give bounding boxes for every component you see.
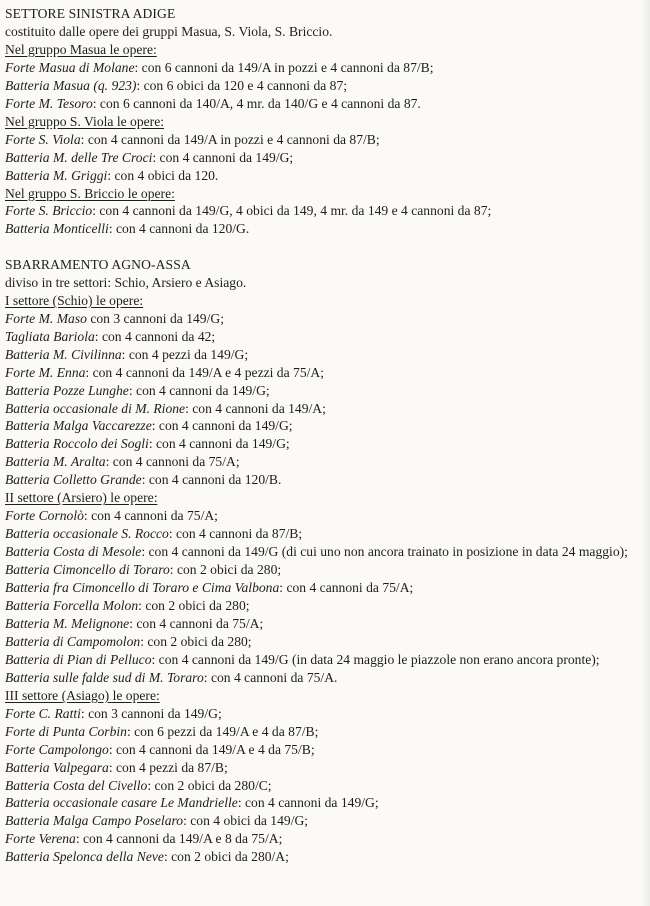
entry-description: : con 6 cannoni da 149/A in pozzi e 4 cannoni da 87/B; [134,59,434,75]
entry-description: : con 6 pezzi da 149/A e 4 da 87/B; [126,723,319,739]
fortification-entry [5,167,643,185]
entry-name: Batteria occasionale casare Le Mandrielle [5,795,238,811]
entry-description: : con 4 cannoni da 75/A. [203,669,338,685]
group-heading: I settore (Schio) le opere: [5,292,144,308]
entry-description: : con 3 cannoni da 149/G; [80,705,222,721]
entry-description: : con 4 cannoni da 42; [94,328,216,344]
entry-name: Batteria Masua (q. 923) [5,77,137,93]
entry-description: : con 2 obici da 280; [169,562,282,578]
entry-name: Batteria Cimoncello di Toraro [5,562,170,578]
entry-name: Forte Verena [5,831,76,847]
group-heading: Nel gruppo S. Briccio le opere: [5,185,175,201]
fortification-entry [5,723,643,741]
entry-description: : con 4 pezzi da 149/G; [121,346,249,362]
group-heading: Nel gruppo S. Viola le opere: [5,113,165,129]
fortification-entry [5,471,643,489]
fortification-entry [5,507,643,525]
entry-name: Batteria Roccolo dei Sogli [5,436,149,452]
entry-name: Batteria M. Griggi [5,167,108,183]
entry-name: Batteria Monticelli [5,221,109,237]
entry-description: : con 2 obici da 280; [138,598,250,613]
fortification-entry [5,848,643,866]
entry-description: : con 4 cannoni da 149/G, 4 obici da 149, 4 mr. da 149 e 4 cannoni da 87; [92,203,492,219]
fortification-entry [5,310,643,328]
entry-name: Batteria occasionale S. Rocco [5,526,169,542]
fortification-entry [5,525,643,543]
fortification-entry [5,830,643,848]
entry-description: : con 2 obici da 280/A; [163,849,289,865]
fortification-entry [5,453,643,471]
entry-name: Forte M. Enna [5,364,86,380]
fortification-entry [5,59,643,77]
entry-description: : con 4 cannoni da 149/A in pozzi e 4 cannoni da 87/B; [80,131,380,147]
entry-description: : con 6 cannoni da 140/A, 4 mr. da 140/G e 4 cannoni da 87. [92,95,421,111]
fortification-entry [5,417,643,435]
entry-name: Tagliata Bariola [5,328,95,344]
entry-name: Forte M. Maso [5,310,87,326]
group-heading: III settore (Asiago) le opere: [5,687,160,703]
fortification-entry [5,651,643,669]
page-edge-shadow [640,0,650,906]
section-title: SETTORE SINISTRA ADIGE [5,6,176,21]
fortification-entry [5,149,643,167]
entry-description: : con 4 cannoni da 149/G (di cui uno non ancora trainato in posizione in data 24 maggio); [141,544,628,560]
entry-name: Batteria Malga Campo Poselaro [5,813,184,829]
entry-description: : con 4 cannoni da 149/G; [151,418,293,434]
entry-name: Batteria Costa del Civello [5,777,148,793]
entry-name: Batteria M. Aralta [5,454,106,470]
entry-description: : con 2 obici da 280; [140,633,252,649]
entry-description: : con 4 cannoni da 149/G; [128,382,270,398]
fortification-entry [5,202,643,220]
entry-name: Forte Campolongo [5,741,109,757]
fortification-entry [5,615,643,633]
entry-name: Forte S. Viola [5,131,81,147]
entry-description: : con 4 cannoni da 120/G. [108,221,250,237]
entry-description: con 3 cannoni da 149/G; [86,310,224,326]
entry-description: : con 4 cannoni da 149/G; [152,149,294,165]
entry-name: Forte Cornolò [5,508,84,524]
entry-name: Batteria Colletto Grande [5,472,142,488]
entry-description: : con 6 obici da 120 e 4 cannoni da 87; [136,77,348,93]
entry-name: Batteria Costa di Mesole [5,544,142,560]
fortification-entry [5,382,643,400]
fortification-entry [5,812,643,830]
section-subtitle: costituito dalle opere dei gruppi Masua, S. Viola, S. Briccio. [5,23,333,39]
fortification-entry [5,435,643,453]
entry-description: : con 4 cannoni da 149/A; [185,400,326,416]
entry-description: : con 2 obici da 280/C; [147,777,272,793]
entry-description: : con 4 cannoni da 149/A e 4 da 75/B; [108,741,315,757]
entry-name: Batteria occasionale di M. Rione [5,400,186,416]
entry-description: : con 4 cannoni da 75/A; [279,580,414,596]
entry-name: Batteria Forcella Molon [5,598,139,613]
entry-name: Batteria M. delle Tre Croci [5,149,153,165]
entry-name: Batteria di Pian di Pelluco [5,651,152,667]
entry-description: : con 4 cannoni da 149/A e 4 pezzi da 75/A; [85,364,325,380]
section-spacer [5,238,643,256]
fortification-entry [5,579,643,597]
fortification-entry [5,633,643,651]
entry-description: : con 4 cannoni da 87/B; [168,526,303,542]
entry-name: Batteria Spelonca della Neve [5,849,164,865]
entry-description: : con 4 cannoni da 149/A e 8 da 75/A; [75,831,283,847]
entry-name: Forte di Punta Corbin [5,723,127,739]
entry-description: : con 4 cannoni da 149/G; [237,795,379,811]
fortification-entry [5,759,643,777]
entry-description: : con 4 cannoni da 75/A; [129,615,264,631]
fortification-entry [5,220,643,238]
entry-name: Batteria di Campomolon [5,633,141,649]
fortification-entry [5,543,643,561]
document-content [5,5,643,866]
fortification-entry [5,741,643,759]
fortification-entry [5,400,643,418]
document-page [5,5,643,866]
fortification-entry [5,364,643,382]
fortification-entry [5,794,643,812]
fortification-entry [5,777,643,795]
entry-description: : con 4 obici da 149/G; [183,813,309,829]
fortification-entry [5,561,643,579]
entry-name: Batteria M. Melignone [5,615,130,631]
entry-name: Batteria M. Civilinna [5,346,122,362]
entry-description: : con 4 cannoni da 75/A; [83,508,218,524]
fortification-entry [5,95,643,113]
entry-description: : con 4 cannoni da 75/A; [105,454,240,470]
entry-description: : con 4 pezzi da 87/B; [108,759,228,775]
group-heading: II settore (Arsiero) le opere: [5,490,158,506]
entry-name: Forte S. Briccio [5,203,93,219]
entry-description: : con 4 cannoni da 120/B. [141,472,282,488]
fortification-entry [5,669,643,687]
section-title: SBARRAMENTO AGNO-ASSA [5,256,191,272]
fortification-entry [5,705,643,723]
fortification-entry [5,328,643,346]
group-heading: Nel gruppo Masua le opere: [5,41,157,57]
section-subtitle: diviso in tre settori: Schio, Arsiero e Asiago. [5,274,247,290]
entry-name: Batteria Malga Vaccarezze [5,418,152,434]
entry-name: Batteria Valpegara [5,759,109,775]
fortification-entry [5,77,643,95]
entry-name: Forte M. Tesoro [5,95,93,111]
entry-name: Batteria Pozze Lunghe [5,382,129,398]
entry-description: : con 4 cannoni da 149/G (in data 24 maggio le piazzole non erano ancora pronte); [151,651,600,667]
fortification-entry [5,597,643,615]
fortification-entry [5,346,643,364]
entry-description: : con 4 cannoni da 149/G; [148,436,290,452]
entry-name: Forte C. Ratti [5,705,81,721]
entry-name: Batteria sulle falde sud di M. Toraro [5,669,204,685]
fortification-entry [5,131,643,149]
entry-name: Batteria fra Cimoncello di Toraro e Cima Valbona [5,580,280,596]
entry-name: Forte Masua di Molane [5,59,135,75]
entry-description: : con 4 obici da 120. [107,167,219,183]
